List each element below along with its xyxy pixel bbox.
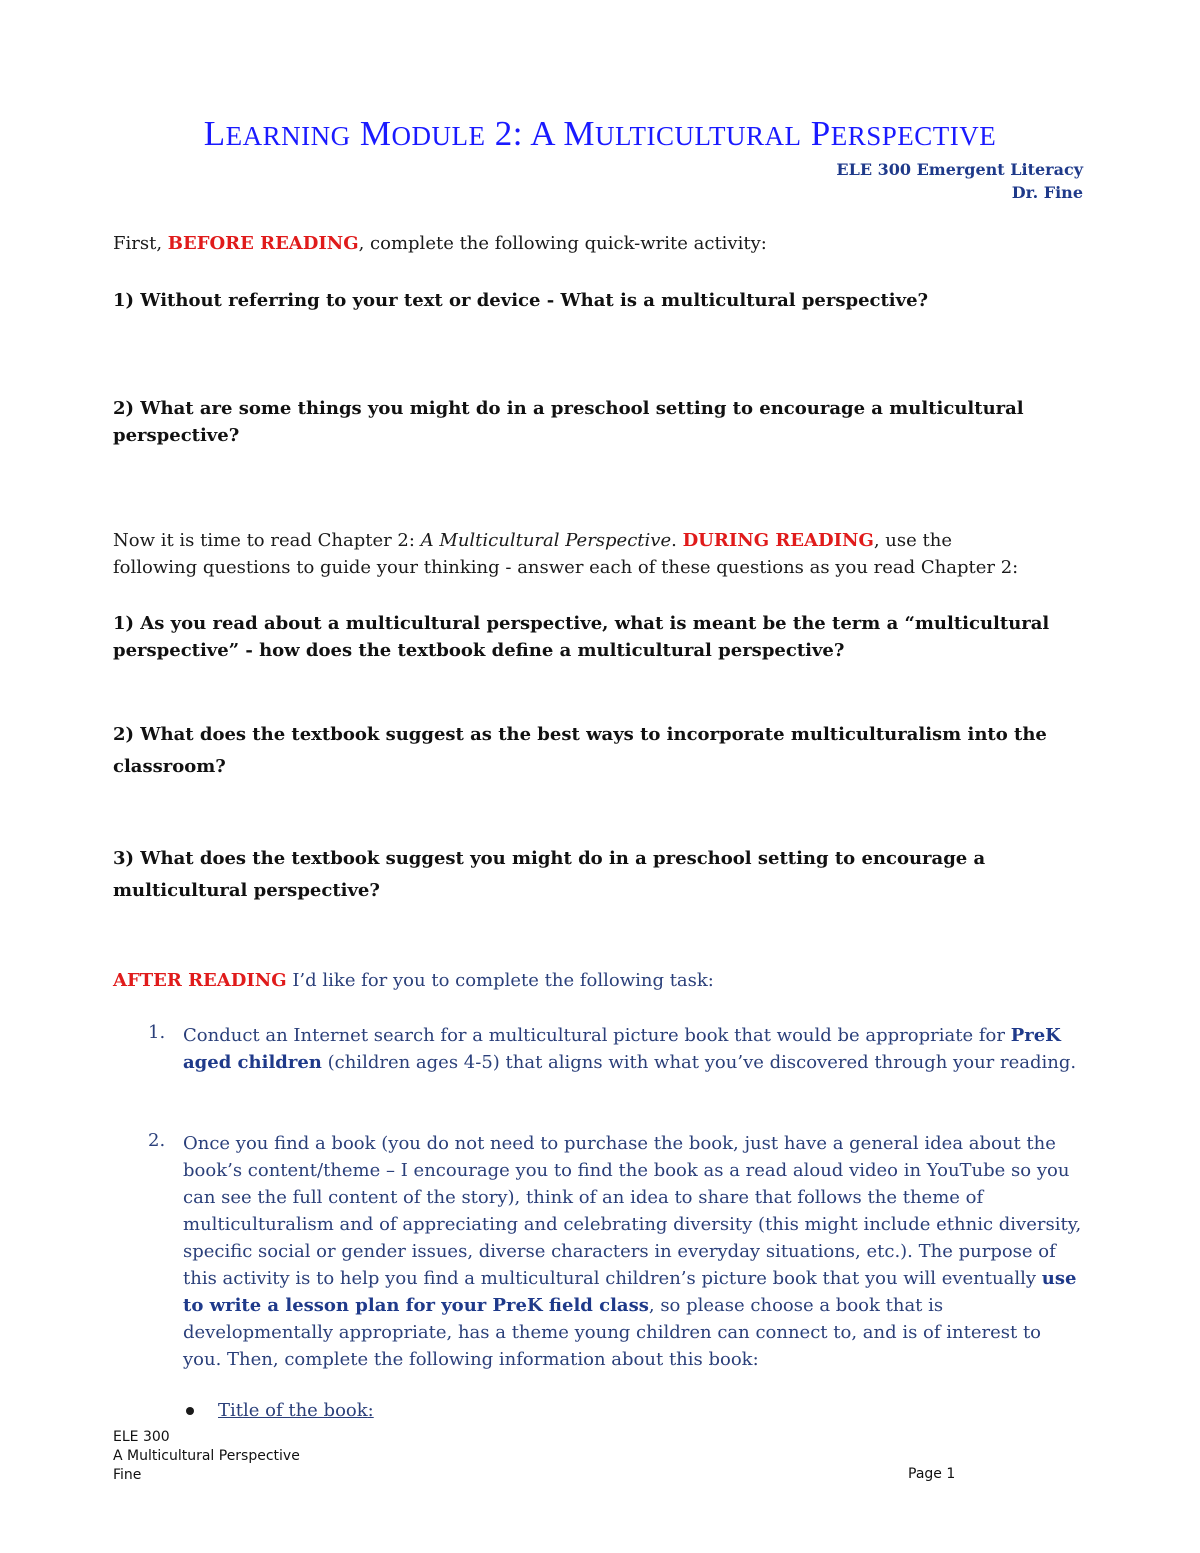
course-name: ELE 300 Emergent Literacy — [836, 160, 1083, 179]
before-question-2: 2) What are some things you might do in a preschool setting to encourage a multicultural perspective? — [113, 398, 1024, 446]
before-reading-intro: First, BEFORE READING, complete the following quick-write activity: — [113, 233, 767, 254]
during-reading-intro: Now it is time to read Chapter 2: A Multicultural Perspective. DURING READING, use the — [113, 530, 952, 551]
during-reading-intro-line2: following questions to guide your thinking - answer each of these questions as you read Chapter 2: — [113, 557, 1019, 578]
page-number: Page 1 — [908, 1466, 956, 1482]
task-2-text: Once you find a book (you do not need to purchase the book, just have a general idea about the book’s content/theme – I encourage you to find the book as a read aloud video in YouTube so you can see the full content of the story), think of an idea to share that follows the theme of multiculturalism and of appreciating and celebrating diversity (this might include ethnic diversity, specific social or gender issues, diverse characters in everyday situations, etc.). The purpose of this activity is to help you find a multicultural children’s picture book that you will eventually use to write a lesson plan for your PreK field class, so please choose a book that is developmentally appropriate, has a theme young children can connect to, and is of interest to you. Then, complete the following information about this book: — [183, 1133, 1082, 1370]
page-footer: ELE 300 A Multicultural Perspective Fine — [113, 1429, 300, 1483]
during-question-1: 1) As you read about a multicultural perspective, what is meant be the term a “multicultural perspective” - how does the textbook define a multicultural perspective? — [113, 613, 1050, 661]
page-title: LEARNING MODULE 2: A MULTICULTURAL PERSPECTIVE — [203, 114, 997, 153]
during-question-3: 3) What does the textbook suggest you might do in a preschool setting to encourage a multicultural perspective? — [113, 848, 986, 901]
before-question-1: 1) Without referring to your text or device - What is a multicultural perspective? — [113, 290, 929, 311]
instructor-name: Dr. Fine — [1011, 183, 1083, 202]
during-question-2: 2) What does the textbook suggest as the best ways to incorporate multiculturalism into the classroom? — [113, 724, 1047, 777]
bullet-title-of-book: Title of the book: — [218, 1400, 374, 1421]
task-2-number: 2. — [148, 1130, 166, 1151]
after-reading-intro: AFTER READING I’d like for you to complete the following task: — [113, 970, 714, 991]
bullet-icon — [186, 1407, 194, 1415]
task-1-number: 1. — [148, 1022, 166, 1043]
task-1-text: Conduct an Internet search for a multicultural picture book that would be appropriate for PreK aged children (children ages 4-5) that aligns with what you’ve discovered through your reading. — [183, 1025, 1077, 1073]
